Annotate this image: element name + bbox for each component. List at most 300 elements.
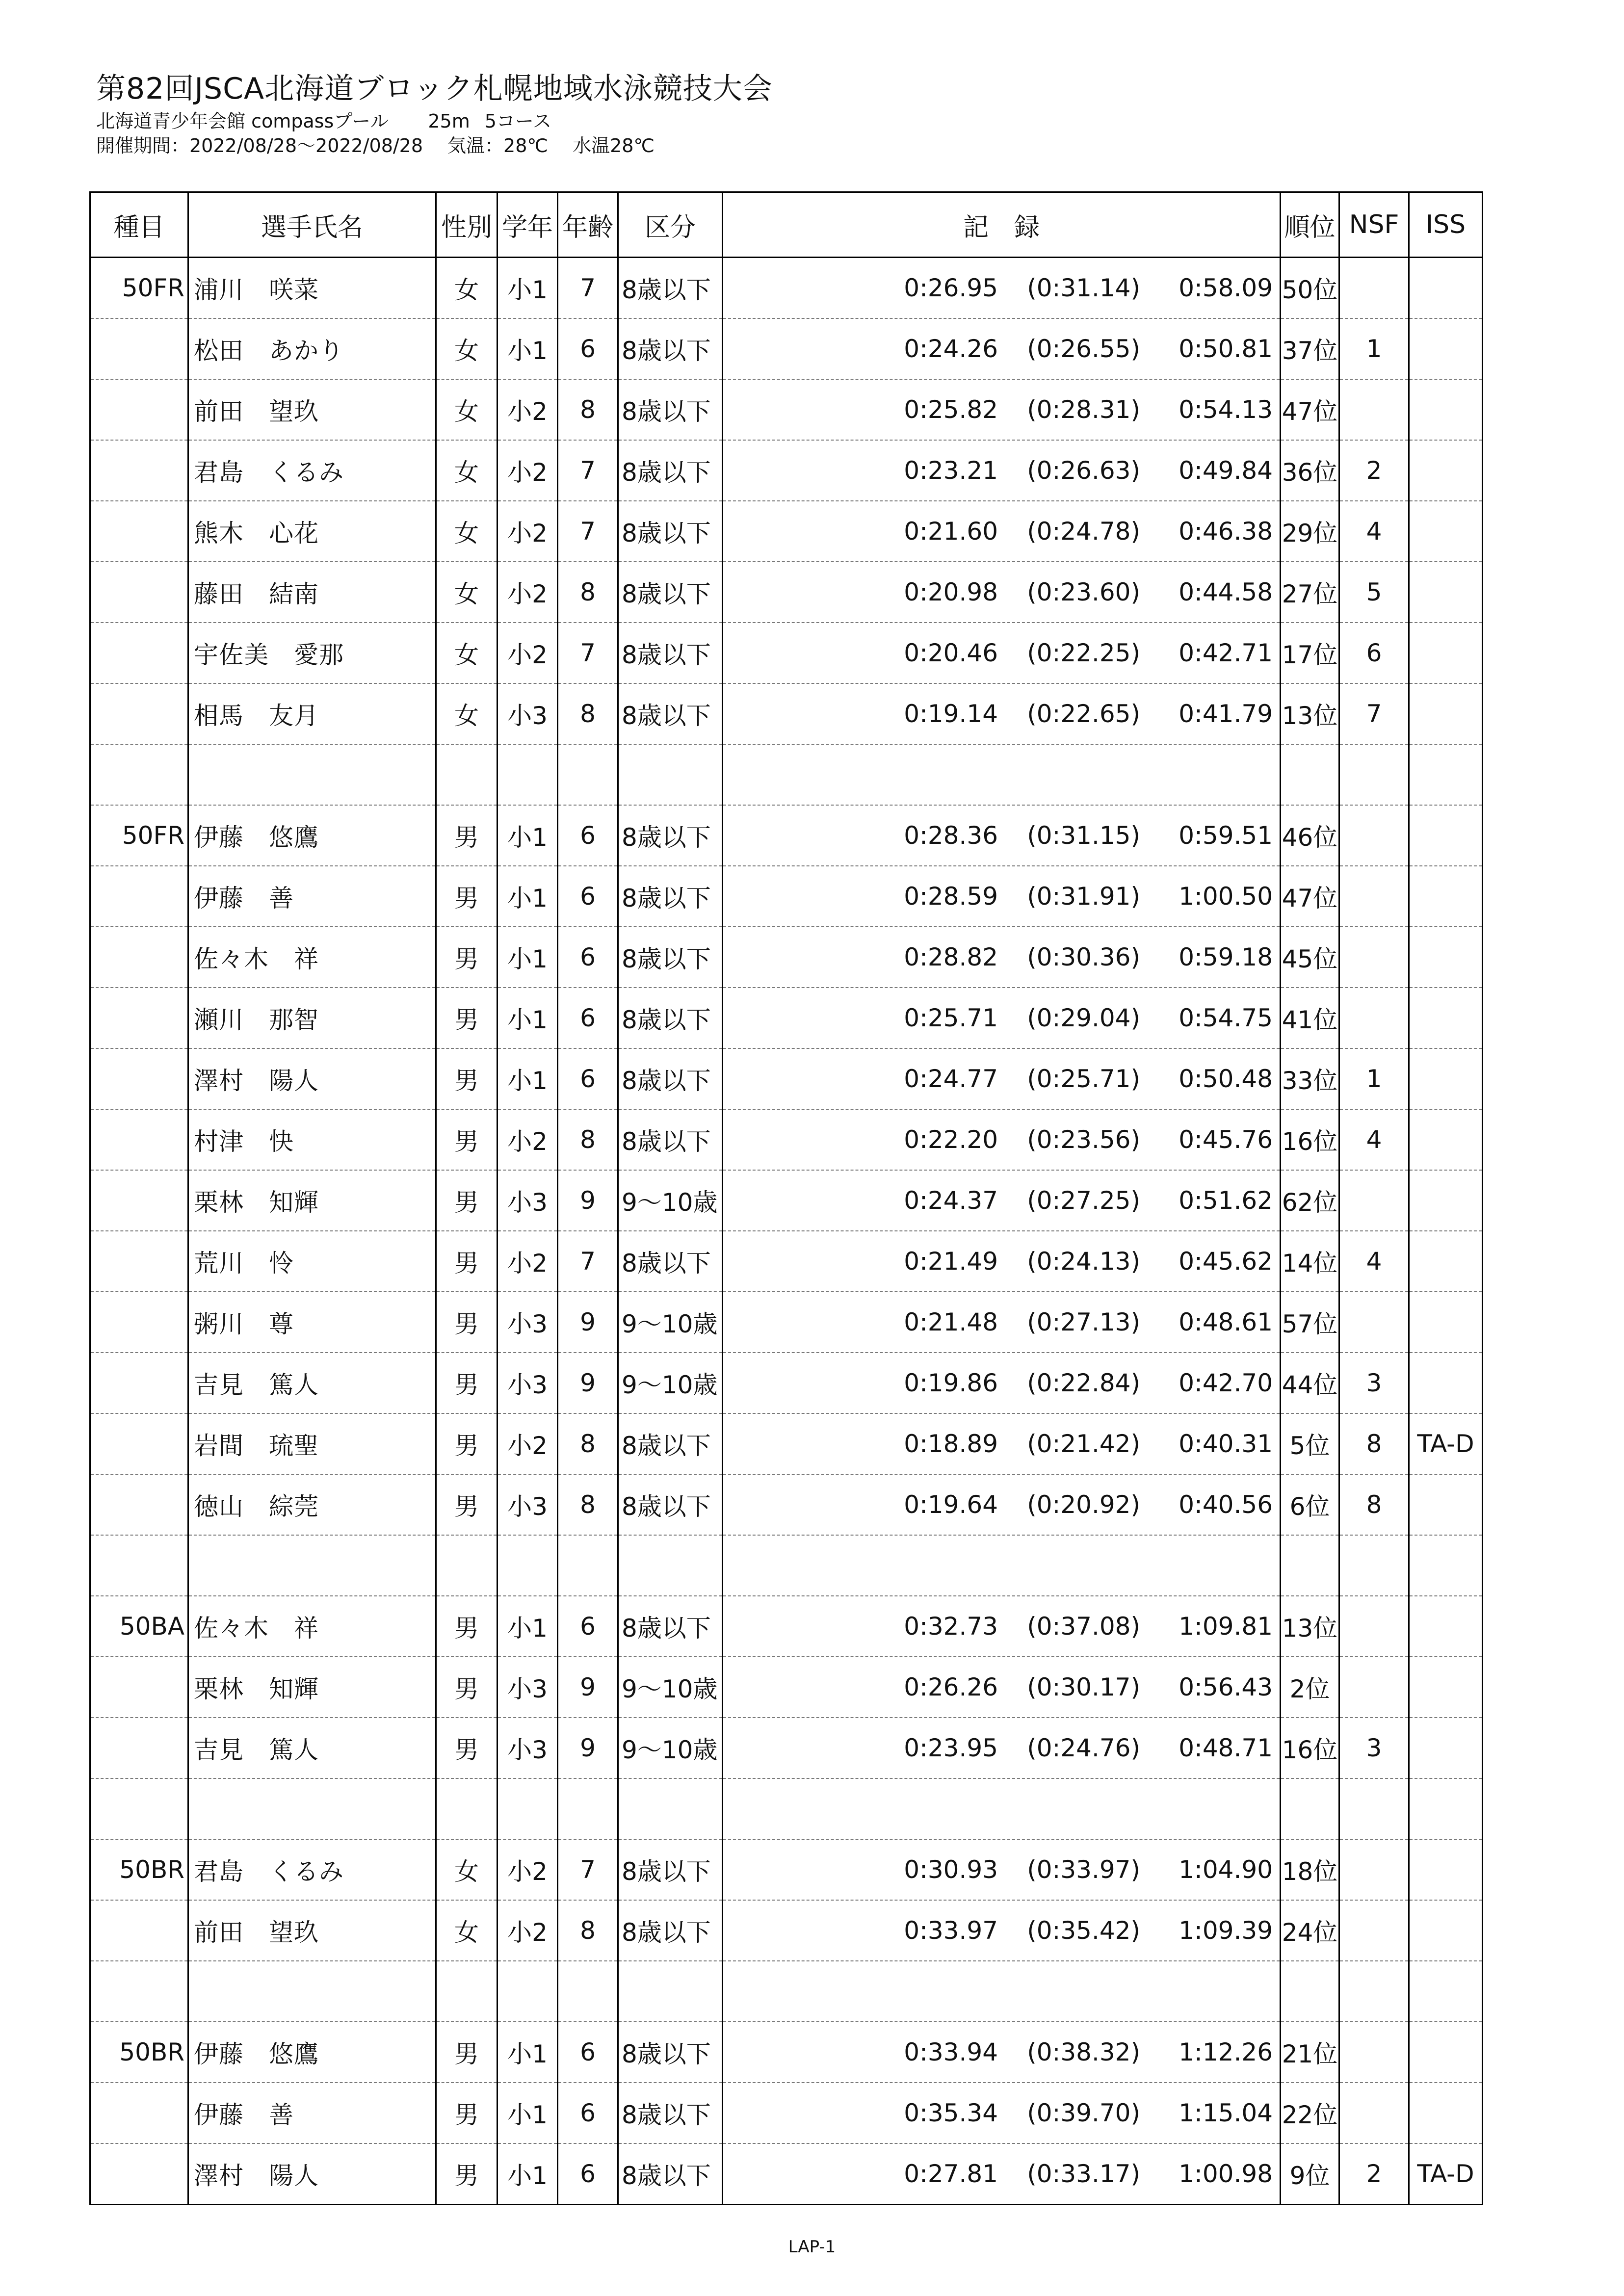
table-row bbox=[90, 501, 1483, 562]
athlete-name: 前田 望玖 bbox=[188, 379, 436, 440]
split-time: 0:24.77 bbox=[904, 1065, 998, 1093]
event-cell bbox=[90, 2083, 188, 2143]
age-cell: 8 bbox=[558, 379, 618, 440]
athlete-name: 栗林 知輝 bbox=[188, 1657, 436, 1718]
page-footer: LAP-1 bbox=[788, 2237, 836, 2257]
category-cell: 8歳以下 bbox=[618, 501, 723, 562]
nsf-cell: 1 bbox=[1339, 1048, 1409, 1109]
table-row bbox=[90, 1839, 1483, 1900]
sex-cell: 男 bbox=[436, 1292, 498, 1353]
grade-cell: 小2 bbox=[498, 440, 558, 501]
results-body bbox=[90, 258, 1483, 2205]
split-time: 0:28.36 bbox=[904, 821, 998, 850]
record-cell bbox=[723, 1292, 1281, 1353]
age-cell bbox=[558, 1961, 618, 2022]
final-time: 0:45.62 bbox=[1179, 1247, 1273, 1276]
sex-cell bbox=[436, 744, 498, 805]
sex-cell: 女 bbox=[436, 379, 498, 440]
category-cell: 8歳以下 bbox=[618, 379, 723, 440]
grade-cell bbox=[498, 1961, 558, 2022]
grade-cell: 小1 bbox=[498, 1596, 558, 1657]
nsf-cell: 8 bbox=[1339, 1413, 1409, 1474]
event-cell bbox=[90, 2143, 188, 2205]
final-time: 0:59.51 bbox=[1179, 821, 1273, 850]
header-sex: 性別 bbox=[436, 192, 498, 258]
interval-time: (0:38.32) bbox=[1027, 2038, 1140, 2066]
rank-cell: 22位 bbox=[1281, 2083, 1339, 2143]
record-cell bbox=[723, 379, 1281, 440]
table-row bbox=[90, 1292, 1483, 1353]
sex-cell: 女 bbox=[436, 683, 498, 744]
record-cell bbox=[723, 927, 1281, 988]
sex-cell: 男 bbox=[436, 1413, 498, 1474]
iss-cell: TA-D bbox=[1409, 2143, 1483, 2205]
nsf-cell: 4 bbox=[1339, 501, 1409, 562]
record-cell bbox=[723, 1535, 1281, 1596]
split-time: 0:25.71 bbox=[904, 1004, 998, 1032]
nsf-cell bbox=[1339, 1839, 1409, 1900]
final-time: 0:42.70 bbox=[1179, 1369, 1273, 1397]
iss-cell bbox=[1409, 1961, 1483, 2022]
nsf-cell bbox=[1339, 379, 1409, 440]
interval-time: (0:39.70) bbox=[1027, 2099, 1140, 2127]
sex-cell: 女 bbox=[436, 258, 498, 319]
water-temperature: 水温28℃ bbox=[573, 135, 655, 157]
event-cell bbox=[90, 1535, 188, 1596]
table-row bbox=[90, 805, 1483, 866]
rank-cell: 37位 bbox=[1281, 318, 1339, 379]
table-row bbox=[90, 988, 1483, 1048]
rank-cell: 18位 bbox=[1281, 1839, 1339, 1900]
grade-cell: 小3 bbox=[498, 1718, 558, 1778]
nsf-cell bbox=[1339, 1535, 1409, 1596]
final-time: 0:54.13 bbox=[1179, 395, 1273, 424]
final-time: 0:48.61 bbox=[1179, 1308, 1273, 1336]
sex-cell: 男 bbox=[436, 1596, 498, 1657]
nsf-cell: 3 bbox=[1339, 1718, 1409, 1778]
interval-time: (0:35.42) bbox=[1027, 1916, 1140, 1945]
header-nsf: NSF bbox=[1339, 192, 1409, 258]
grade-cell: 小1 bbox=[498, 988, 558, 1048]
grade-cell: 小3 bbox=[498, 1474, 558, 1535]
header-grade: 学年 bbox=[498, 192, 558, 258]
age-cell: 6 bbox=[558, 805, 618, 866]
iss-cell bbox=[1409, 1535, 1483, 1596]
rank-cell: 44位 bbox=[1281, 1353, 1339, 1413]
rank-cell: 36位 bbox=[1281, 440, 1339, 501]
meet-title: 第82回JSCA北海道ブロック札幌地域水泳競技大会 bbox=[96, 72, 773, 106]
table-row bbox=[90, 2143, 1483, 2205]
event-cell bbox=[90, 379, 188, 440]
athlete-name: 徳山 綜莞 bbox=[188, 1474, 436, 1535]
nsf-cell: 7 bbox=[1339, 683, 1409, 744]
final-time: 0:51.62 bbox=[1179, 1186, 1273, 1215]
table-row bbox=[90, 318, 1483, 379]
event-cell bbox=[90, 440, 188, 501]
nsf-cell: 3 bbox=[1339, 1353, 1409, 1413]
sex-cell: 女 bbox=[436, 1900, 498, 1961]
rank-cell: 45位 bbox=[1281, 927, 1339, 988]
category-cell: 8歳以下 bbox=[618, 988, 723, 1048]
record-cell bbox=[723, 866, 1281, 927]
athlete-name: 熊木 心花 bbox=[188, 501, 436, 562]
split-time: 0:24.37 bbox=[904, 1186, 998, 1215]
event-cell: 50FR bbox=[90, 805, 188, 866]
age-cell: 6 bbox=[558, 318, 618, 379]
table-row bbox=[90, 1718, 1483, 1778]
athlete-name: 伊藤 悠鷹 bbox=[188, 805, 436, 866]
event-cell bbox=[90, 988, 188, 1048]
rank-cell: 33位 bbox=[1281, 1048, 1339, 1109]
iss-cell bbox=[1409, 1170, 1483, 1231]
athlete-name: 伊藤 善 bbox=[188, 866, 436, 927]
athlete-name: 佐々木 祥 bbox=[188, 927, 436, 988]
split-time: 0:20.98 bbox=[904, 578, 998, 606]
age-cell: 6 bbox=[558, 2083, 618, 2143]
event-cell bbox=[90, 1292, 188, 1353]
age-cell: 8 bbox=[558, 683, 618, 744]
iss-cell bbox=[1409, 1596, 1483, 1657]
interval-time: (0:24.13) bbox=[1027, 1247, 1140, 1276]
venue-line bbox=[96, 109, 773, 133]
final-time: 0:49.84 bbox=[1179, 456, 1273, 485]
iss-cell bbox=[1409, 866, 1483, 927]
athlete-name: 岩間 琉聖 bbox=[188, 1413, 436, 1474]
age-cell: 9 bbox=[558, 1353, 618, 1413]
category-cell: 8歳以下 bbox=[618, 318, 723, 379]
age-cell: 6 bbox=[558, 2143, 618, 2205]
interval-time: (0:26.63) bbox=[1027, 456, 1140, 485]
split-time: 0:21.60 bbox=[904, 517, 998, 546]
event-cell bbox=[90, 562, 188, 623]
athlete-name: 瀬川 那智 bbox=[188, 988, 436, 1048]
event-cell bbox=[90, 927, 188, 988]
header-name: 選手氏名 bbox=[188, 192, 436, 258]
interval-time: (0:22.25) bbox=[1027, 639, 1140, 667]
rank-cell: 16位 bbox=[1281, 1718, 1339, 1778]
iss-cell bbox=[1409, 683, 1483, 744]
iss-cell bbox=[1409, 440, 1483, 501]
iss-cell bbox=[1409, 1353, 1483, 1413]
category-cell: 8歳以下 bbox=[618, 1413, 723, 1474]
final-time: 1:00.50 bbox=[1179, 882, 1273, 911]
iss-cell bbox=[1409, 1900, 1483, 1961]
athlete-name: 粥川 尊 bbox=[188, 1292, 436, 1353]
record-cell bbox=[723, 501, 1281, 562]
category-cell: 8歳以下 bbox=[618, 440, 723, 501]
final-time: 0:48.71 bbox=[1179, 1734, 1273, 1762]
interval-time: (0:22.84) bbox=[1027, 1369, 1140, 1397]
athlete-name: 澤村 陽人 bbox=[188, 1048, 436, 1109]
age-cell: 6 bbox=[558, 1596, 618, 1657]
grade-cell bbox=[498, 1778, 558, 1839]
table-spacer-row bbox=[90, 1535, 1483, 1596]
final-time: 1:04.90 bbox=[1179, 1855, 1273, 1884]
document-header bbox=[96, 69, 773, 158]
age-cell: 6 bbox=[558, 1048, 618, 1109]
grade-cell: 小2 bbox=[498, 1109, 558, 1170]
sex-cell: 男 bbox=[436, 2022, 498, 2083]
final-time: 0:46.38 bbox=[1179, 517, 1273, 546]
age-cell: 8 bbox=[558, 562, 618, 623]
record-cell bbox=[723, 562, 1281, 623]
iss-cell bbox=[1409, 1231, 1483, 1292]
event-cell: 50BR bbox=[90, 2022, 188, 2083]
interval-time: (0:22.65) bbox=[1027, 700, 1140, 728]
age-cell: 7 bbox=[558, 1231, 618, 1292]
record-cell bbox=[723, 744, 1281, 805]
athlete-name: 佐々木 祥 bbox=[188, 1596, 436, 1657]
nsf-cell bbox=[1339, 744, 1409, 805]
rank-cell: 57位 bbox=[1281, 1292, 1339, 1353]
event-cell bbox=[90, 1413, 188, 1474]
header-rank: 順位 bbox=[1281, 192, 1339, 258]
nsf-cell bbox=[1339, 805, 1409, 866]
split-time: 0:23.95 bbox=[904, 1734, 998, 1762]
interval-time: (0:28.31) bbox=[1027, 395, 1140, 424]
grade-cell bbox=[498, 1535, 558, 1596]
nsf-cell: 2 bbox=[1339, 2143, 1409, 2205]
final-time: 0:42.71 bbox=[1179, 639, 1273, 667]
category-cell: 9～10歳 bbox=[618, 1292, 723, 1353]
category-cell: 8歳以下 bbox=[618, 805, 723, 866]
event-cell bbox=[90, 501, 188, 562]
record-cell bbox=[723, 1353, 1281, 1413]
record-cell bbox=[723, 1109, 1281, 1170]
nsf-cell bbox=[1339, 927, 1409, 988]
grade-cell: 小2 bbox=[498, 562, 558, 623]
athlete-name: 藤田 結南 bbox=[188, 562, 436, 623]
event-cell bbox=[90, 1170, 188, 1231]
grade-cell: 小2 bbox=[498, 1231, 558, 1292]
iss-cell bbox=[1409, 1292, 1483, 1353]
table-spacer-row bbox=[90, 1778, 1483, 1839]
split-time: 0:27.81 bbox=[904, 2160, 998, 2188]
nsf-cell bbox=[1339, 1596, 1409, 1657]
lane-count: 5コース bbox=[484, 110, 551, 132]
venue-name: 北海道青少年会館 compassプール bbox=[96, 110, 389, 132]
category-cell: 8歳以下 bbox=[618, 2143, 723, 2205]
athlete-name: 吉見 篤人 bbox=[188, 1718, 436, 1778]
event-cell bbox=[90, 1474, 188, 1535]
category-cell: 8歳以下 bbox=[618, 2083, 723, 2143]
rank-cell bbox=[1281, 1961, 1339, 2022]
grade-cell: 小1 bbox=[498, 258, 558, 319]
table-row bbox=[90, 623, 1483, 683]
rank-cell: 9位 bbox=[1281, 2143, 1339, 2205]
rank-cell: 16位 bbox=[1281, 1109, 1339, 1170]
category-cell: 8歳以下 bbox=[618, 866, 723, 927]
grade-cell: 小1 bbox=[498, 1048, 558, 1109]
header-age: 年齢 bbox=[558, 192, 618, 258]
record-cell bbox=[723, 318, 1281, 379]
interval-time: (0:30.36) bbox=[1027, 943, 1140, 971]
sex-cell: 男 bbox=[436, 1718, 498, 1778]
event-cell bbox=[90, 1778, 188, 1839]
record-cell bbox=[723, 1900, 1281, 1961]
table-row bbox=[90, 1048, 1483, 1109]
final-time: 0:54.75 bbox=[1179, 1004, 1273, 1032]
grade-cell: 小1 bbox=[498, 2022, 558, 2083]
grade-cell: 小1 bbox=[498, 866, 558, 927]
split-time: 0:20.46 bbox=[904, 639, 998, 667]
pool-length: 25m bbox=[428, 110, 470, 132]
table-row bbox=[90, 2022, 1483, 2083]
grade-cell: 小3 bbox=[498, 1170, 558, 1231]
event-cell bbox=[90, 1109, 188, 1170]
sex-cell: 女 bbox=[436, 440, 498, 501]
split-time: 0:26.26 bbox=[904, 1673, 998, 1701]
record-cell bbox=[723, 2083, 1281, 2143]
category-cell: 8歳以下 bbox=[618, 2022, 723, 2083]
interval-time: (0:24.78) bbox=[1027, 517, 1140, 546]
final-time: 0:58.09 bbox=[1179, 274, 1273, 302]
interval-time: (0:33.17) bbox=[1027, 2160, 1140, 2188]
table-row bbox=[90, 927, 1483, 988]
iss-cell bbox=[1409, 1839, 1483, 1900]
interval-time: (0:37.08) bbox=[1027, 1612, 1140, 1641]
rank-cell: 21位 bbox=[1281, 2022, 1339, 2083]
split-time: 0:21.49 bbox=[904, 1247, 998, 1276]
grade-cell: 小2 bbox=[498, 1839, 558, 1900]
split-time: 0:33.97 bbox=[904, 1916, 998, 1945]
iss-cell bbox=[1409, 1048, 1483, 1109]
event-cell: 50FR bbox=[90, 258, 188, 319]
category-cell: 8歳以下 bbox=[618, 258, 723, 319]
athlete-name bbox=[188, 1778, 436, 1839]
iss-cell bbox=[1409, 318, 1483, 379]
athlete-name: 宇佐美 愛那 bbox=[188, 623, 436, 683]
final-time: 1:12.26 bbox=[1179, 2038, 1273, 2066]
age-cell: 9 bbox=[558, 1718, 618, 1778]
category-cell: 8歳以下 bbox=[618, 1048, 723, 1109]
final-time: 0:45.76 bbox=[1179, 1125, 1273, 1154]
event-cell bbox=[90, 1657, 188, 1718]
age-cell bbox=[558, 1778, 618, 1839]
nsf-cell bbox=[1339, 1778, 1409, 1839]
athlete-name: 相馬 友月 bbox=[188, 683, 436, 744]
nsf-cell: 1 bbox=[1339, 318, 1409, 379]
age-cell: 9 bbox=[558, 1292, 618, 1353]
grade-cell: 小2 bbox=[498, 501, 558, 562]
grade-cell: 小1 bbox=[498, 318, 558, 379]
sex-cell: 男 bbox=[436, 2083, 498, 2143]
event-cell bbox=[90, 866, 188, 927]
grade-cell: 小1 bbox=[498, 927, 558, 988]
age-cell: 8 bbox=[558, 1900, 618, 1961]
record-cell bbox=[723, 623, 1281, 683]
final-time: 1:00.98 bbox=[1179, 2160, 1273, 2188]
age-cell: 6 bbox=[558, 988, 618, 1048]
interval-time: (0:23.56) bbox=[1027, 1125, 1140, 1154]
record-cell bbox=[723, 683, 1281, 744]
athlete-name: 浦川 咲菜 bbox=[188, 258, 436, 319]
split-time: 0:21.48 bbox=[904, 1308, 998, 1336]
category-cell: 8歳以下 bbox=[618, 1900, 723, 1961]
grade-cell: 小3 bbox=[498, 1353, 558, 1413]
iss-cell bbox=[1409, 2022, 1483, 2083]
nsf-cell bbox=[1339, 1292, 1409, 1353]
split-time: 0:19.64 bbox=[904, 1490, 998, 1519]
nsf-cell bbox=[1339, 988, 1409, 1048]
event-cell bbox=[90, 1231, 188, 1292]
record-cell bbox=[723, 1718, 1281, 1778]
athlete-name: 松田 あかり bbox=[188, 318, 436, 379]
athlete-name: 前田 望玖 bbox=[188, 1900, 436, 1961]
event-cell: 50BA bbox=[90, 1596, 188, 1657]
nsf-cell bbox=[1339, 2083, 1409, 2143]
athlete-name: 澤村 陽人 bbox=[188, 2143, 436, 2205]
table-row bbox=[90, 1413, 1483, 1474]
table-row bbox=[90, 440, 1483, 501]
split-time: 0:22.20 bbox=[904, 1125, 998, 1154]
table-row bbox=[90, 1170, 1483, 1231]
nsf-cell: 4 bbox=[1339, 1231, 1409, 1292]
category-cell: 8歳以下 bbox=[618, 1839, 723, 1900]
interval-time: (0:27.25) bbox=[1027, 1186, 1140, 1215]
interval-time: (0:29.04) bbox=[1027, 1004, 1140, 1032]
rank-cell: 17位 bbox=[1281, 623, 1339, 683]
split-time: 0:25.82 bbox=[904, 395, 998, 424]
event-cell bbox=[90, 1961, 188, 2022]
category-cell: 8歳以下 bbox=[618, 623, 723, 683]
record-cell bbox=[723, 988, 1281, 1048]
sex-cell bbox=[436, 1535, 498, 1596]
sex-cell: 男 bbox=[436, 1170, 498, 1231]
final-time: 0:50.48 bbox=[1179, 1065, 1273, 1093]
sex-cell: 男 bbox=[436, 988, 498, 1048]
category-cell: 8歳以下 bbox=[618, 1231, 723, 1292]
record-cell bbox=[723, 1778, 1281, 1839]
sex-cell: 男 bbox=[436, 1353, 498, 1413]
meet-period: 開催期間：2022/08/28～2022/08/28 bbox=[96, 135, 423, 157]
sex-cell: 男 bbox=[436, 1474, 498, 1535]
split-time: 0:24.26 bbox=[904, 335, 998, 363]
table-header-row bbox=[90, 192, 1483, 258]
athlete-name: 君島 くるみ bbox=[188, 440, 436, 501]
rank-cell: 14位 bbox=[1281, 1231, 1339, 1292]
results-table bbox=[89, 191, 1483, 2205]
athlete-name: 伊藤 悠鷹 bbox=[188, 2022, 436, 2083]
table-row bbox=[90, 1231, 1483, 1292]
iss-cell bbox=[1409, 501, 1483, 562]
interval-time: (0:31.15) bbox=[1027, 821, 1140, 850]
event-cell bbox=[90, 318, 188, 379]
record-cell bbox=[723, 1474, 1281, 1535]
interval-time: (0:21.42) bbox=[1027, 1430, 1140, 1458]
grade-cell: 小1 bbox=[498, 805, 558, 866]
iss-cell: TA-D bbox=[1409, 1413, 1483, 1474]
sex-cell: 男 bbox=[436, 927, 498, 988]
iss-cell bbox=[1409, 562, 1483, 623]
split-time: 0:32.73 bbox=[904, 1612, 998, 1641]
nsf-cell bbox=[1339, 1961, 1409, 2022]
split-time: 0:18.89 bbox=[904, 1430, 998, 1458]
table-spacer-row bbox=[90, 744, 1483, 805]
final-time: 0:44.58 bbox=[1179, 578, 1273, 606]
grade-cell: 小1 bbox=[498, 2143, 558, 2205]
sex-cell: 男 bbox=[436, 1109, 498, 1170]
split-time: 0:35.34 bbox=[904, 2099, 998, 2127]
interval-time: (0:26.55) bbox=[1027, 335, 1140, 363]
grade-cell: 小2 bbox=[498, 1900, 558, 1961]
rank-cell: 50位 bbox=[1281, 258, 1339, 319]
iss-cell bbox=[1409, 1657, 1483, 1718]
iss-cell bbox=[1409, 1109, 1483, 1170]
interval-time: (0:33.97) bbox=[1027, 1855, 1140, 1884]
grade-cell: 小1 bbox=[498, 2083, 558, 2143]
category-cell: 9～10歳 bbox=[618, 1353, 723, 1413]
